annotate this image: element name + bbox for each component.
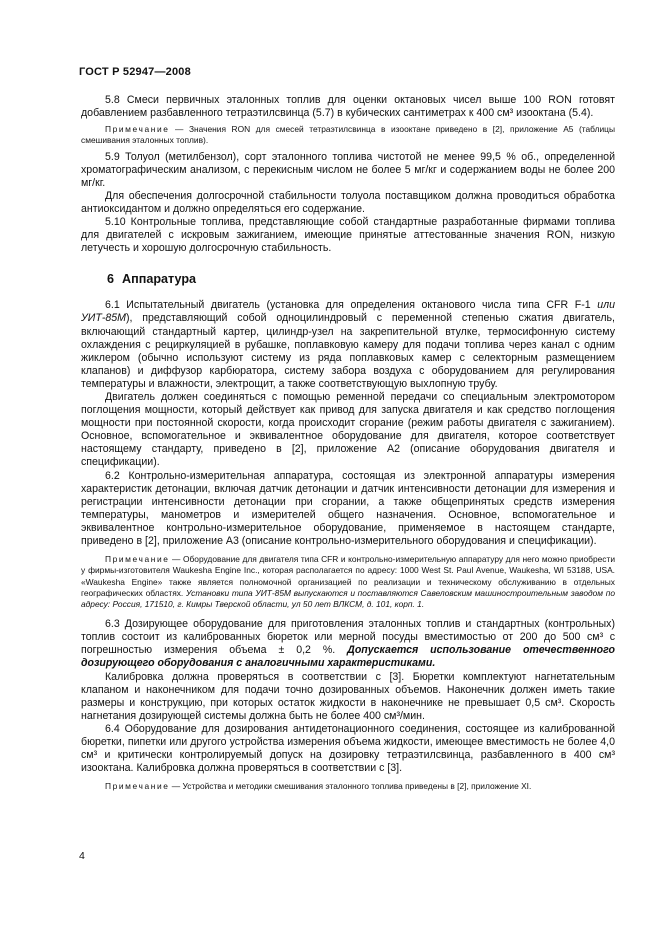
page-number: 4 — [79, 850, 85, 862]
note-label: Примечание — [105, 554, 170, 565]
note-label: Примечание — [105, 124, 170, 135]
note-5-8 — [81, 124, 615, 146]
paragraph-6-3-calibration: Калибровка должна проверяться в соответствии с [3]. Бюретки комплектуют нагнетательным клапаном и наконечником для подачи точно дозированных объемов. Наконечник должен иметь такие размеры и конструкцию, при которых остаток жидкости в наконечнике не превышает 0,5 см³. Скорость нагнетания дозирующей системы должна быть не более 400 см³/мин. — [81, 670, 615, 722]
text-run: ), представляющий собой одноцилиндровый с переменной степенью сжатия двигатель, включающий стандартный картер, цилиндр-узел на закрепительной втулке, термосифонную систему охлаждения с рециркуляцией в рубашке, поплавковую камеру для подачи топлива через канал с одним жиклером (обычно используют систему из ряда поплавковых камер с селекторным размещением клапанов) и диффузор карбюратора, систему забора воздуха с оборудованием для регулирования температуры и влажности, электрощит, а также соответствующую выхлопную трубу. — [81, 312, 615, 390]
paragraph-5-9-stability: Для обеспечения долгосрочной стабильности толуола поставщиком должна проводиться обработка антиоксидантом и должно определяться его содержание. — [81, 189, 615, 215]
paragraph-6-3 — [81, 618, 615, 670]
note-text: — Значения RON для смесей тетраэтилсвинца в изооктане приведено в [2], приложение А5 (таблицы смешивания эталонных топлив). — [81, 124, 615, 146]
note-6-2 — [81, 554, 615, 610]
note-6-4 — [81, 781, 615, 792]
document-body — [81, 94, 615, 792]
paragraph-5-10: 5.10 Контрольные топлива, представляющие собой стандартные разработанные фирмами топлива для двигателей с искровым зажиганием, имеющие принятые аттестованные значения RON, низкую летучесть и хорошую долгосрочную стабильность. — [81, 216, 615, 255]
section-title: Аппаратура — [122, 272, 197, 287]
paragraph-6-1-motor: Двигатель должен соединяться с помощью ременной передачи со специальным электромотором поглощения мощности, который действует как привод для запуска двигателя и как средство поглощения мощности при постоянной скорости, когда происходит сгорание (режим работы двигателя с зажиганием). Основное, вспомогательное и эквивалентное оборудование для двигателя, которое соответствует настоящему стандарту, приведено в [2], приложение А2 (описание оборудования двигателя и спецификации). — [81, 391, 615, 469]
note-text: — Устройства и методики смешивания эталонного топлива приведены в [2], приложение XI. — [169, 781, 532, 792]
note-text: — Оборудование для двигателя типа CFR и контрольно-измерительную аппаратуру для него можно приобрести у фирмы-изготовителя Waukesha Engine Inc., которая располагается по адресу: 1000 West St. Paul Avenue, Waukesha, WI 53188, USA. «Waukesha Engine» также является полномочной организацией по реализации и техническому обслуживанию в отдельных географических областях. — [81, 554, 615, 598]
note-label: Примечание — [105, 781, 170, 792]
paragraph-5-8: 5.8 Смеси первичных эталонных топлив для оценки октановых чисел выше 100 RON готовят добавлением разбавленного тетраэтилсвинца (5.7) в кубических сантиметрах к 400 см³ изооктана (5.4). — [81, 94, 615, 120]
italic-run: или УИТ-85М — [81, 299, 615, 325]
bold-italic-run: Допускается использование отечественного дозирующего оборудования с аналогичными характеристиками. — [81, 644, 615, 670]
paragraph-6-1 — [81, 299, 615, 391]
section-number: 6 — [107, 272, 115, 287]
text-run: 6.1 Испытательный двигатель (установка для определения октанового числа типа CFR F-1 — [105, 299, 598, 312]
paragraph-6-4: 6.4 Оборудование для дозирования антидетонационного соединения, состоящее из калиброванной бюретки, пипетки или другого устройства измерения объема жидкости, имеющее вместимость не более 4,0 см³ и критически контролируемый допуск на дозировку тетраэтилсвинца, разбавленного в 400 см³ изооктана. Калибровка должна проверяться в соответствии с [3]. — [81, 722, 615, 775]
paragraph-6-2: 6.2 Контрольно-измерительная аппаратура, состоящая из электронной аппаратуры измерения характеристик детонации, включая датчик детонации и датчик интенсивности детонации для измерения и регистрации интенсивности детонации при сгорании, а также общепринятых средств измерения температуры, манометров и измерителей общего назначения. Основное, вспомогательное и эквивалентное контрольно-измерительное оборудование, применяемое в настоящем стандарте, приведено в [2], приложение А3 (описание контрольно-измерительного оборудования и спецификации). — [81, 469, 615, 548]
standard-header: ГОСТ Р 52947—2008 — [79, 66, 191, 78]
note-text-italic: Установки типа УИТ-85М выпускаются и поставляются Савеловским машиностроительным заводом по адресу: Россия, 171510, г. Кимры Тверской области, ул 50 лет ВЛКСМ, д. 101, корп. 1. — [81, 587, 616, 609]
section-heading — [81, 271, 615, 287]
text-run: 6.3 Дозирующее оборудование для приготовления эталонных топлив и стандартных (контрольных) топлив состоит из калиброванных бюреток или мерной посуды вместимостью от 200 до 500 см³ с погрешностью измерения объема ± 0,2 %. — [81, 618, 615, 657]
paragraph-5-9: 5.9 Толуол (метилбензол), сорт эталонного топлива чистотой не менее 99,5 % об., определенной хроматографическим анализом, с перекисным числом не более 5 мг/кг и содержанием воды не более 200 мг/кг. — [81, 150, 615, 189]
